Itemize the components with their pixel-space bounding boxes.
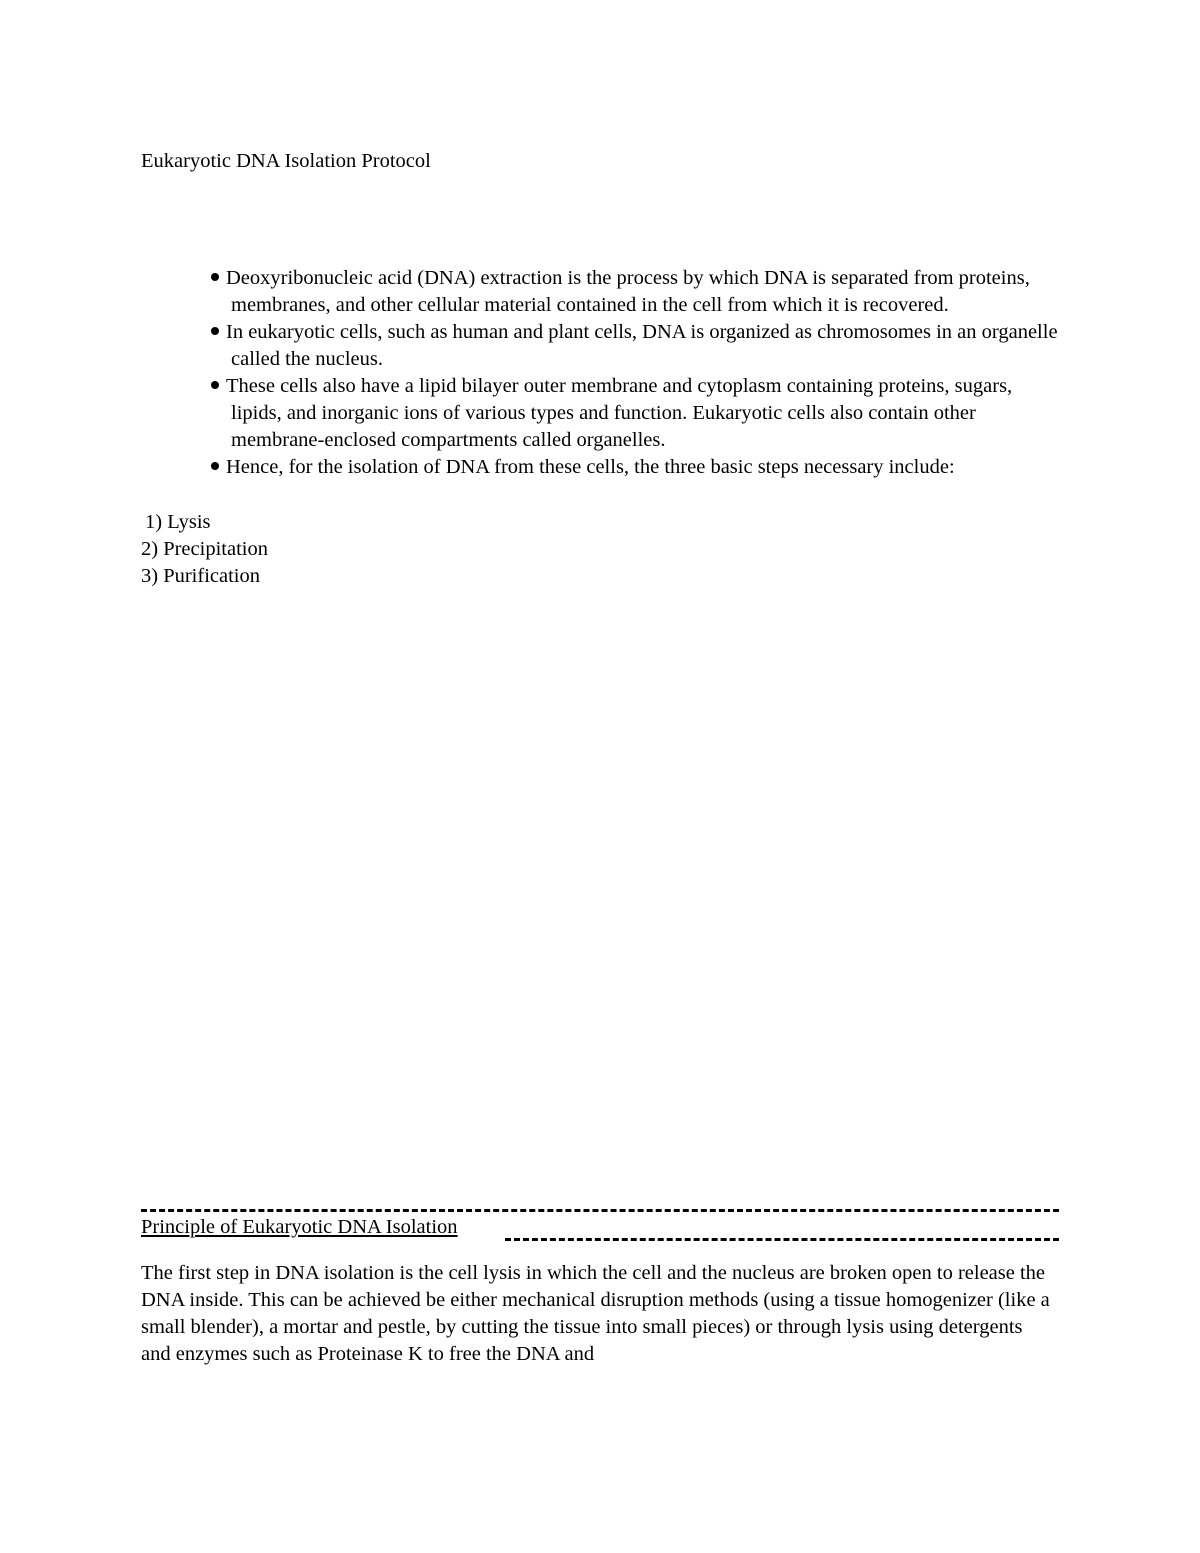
- section-heading: Principle of Eukaryotic DNA Isolation: [141, 1216, 458, 1238]
- section-heading-row: [141, 1214, 1059, 1242]
- section-body-paragraph: The first step in DNA isolation is the cell lysis in which the cell and the nucleus are broken open to release the DNA inside. This can be achieved be either mechanical disruption methods (using a tissue homogenizer (like a small blender), a mortar and pestle, by cutting the tissue into small pieces) or through lysis using detergents and enzymes such as Proteinase K to free the DNA and: [141, 1262, 1050, 1365]
- bullet-list: [196, 265, 1066, 481]
- bullet-icon: [211, 462, 219, 470]
- document-title: Eukaryotic DNA Isolation Protocol: [141, 150, 431, 172]
- bullet-text: In eukaryotic cells, such as human and plant cells, DNA is organized as chromosomes in an organelle called the nucleus.: [226, 321, 1058, 370]
- bullet-icon: [211, 273, 219, 281]
- heading-underline-fill: [505, 1238, 1059, 1241]
- bullet-text: Hence, for the isolation of DNA from these cells, the three basic steps necessary include:: [226, 456, 955, 478]
- bullet-text: Deoxyribonucleic acid (DNA) extraction is the process by which DNA is separated from proteins, membranes, and other cellular material contained in the cell from which it is recovered.: [226, 267, 1030, 316]
- bullet-icon: [211, 327, 219, 335]
- bullet-item: [196, 265, 1066, 319]
- section-divider: [141, 1209, 1059, 1212]
- step-item-lysis: 1) Lysis: [145, 511, 211, 533]
- bullet-item: [196, 454, 1066, 481]
- step-list: [141, 509, 268, 590]
- bullet-text: These cells also have a lipid bilayer outer membrane and cytoplasm containing proteins, sugars, lipids, and inorganic ions of various types and function. Eukaryotic cells also contain other membrane-enclosed compartments called organelles.: [226, 375, 1013, 451]
- bullet-icon: [211, 381, 219, 389]
- bullet-item: [196, 373, 1066, 454]
- step-item-purification: 3) Purification: [141, 565, 260, 587]
- bullet-item: [196, 319, 1066, 373]
- step-item-precipitation: 2) Precipitation: [141, 538, 268, 560]
